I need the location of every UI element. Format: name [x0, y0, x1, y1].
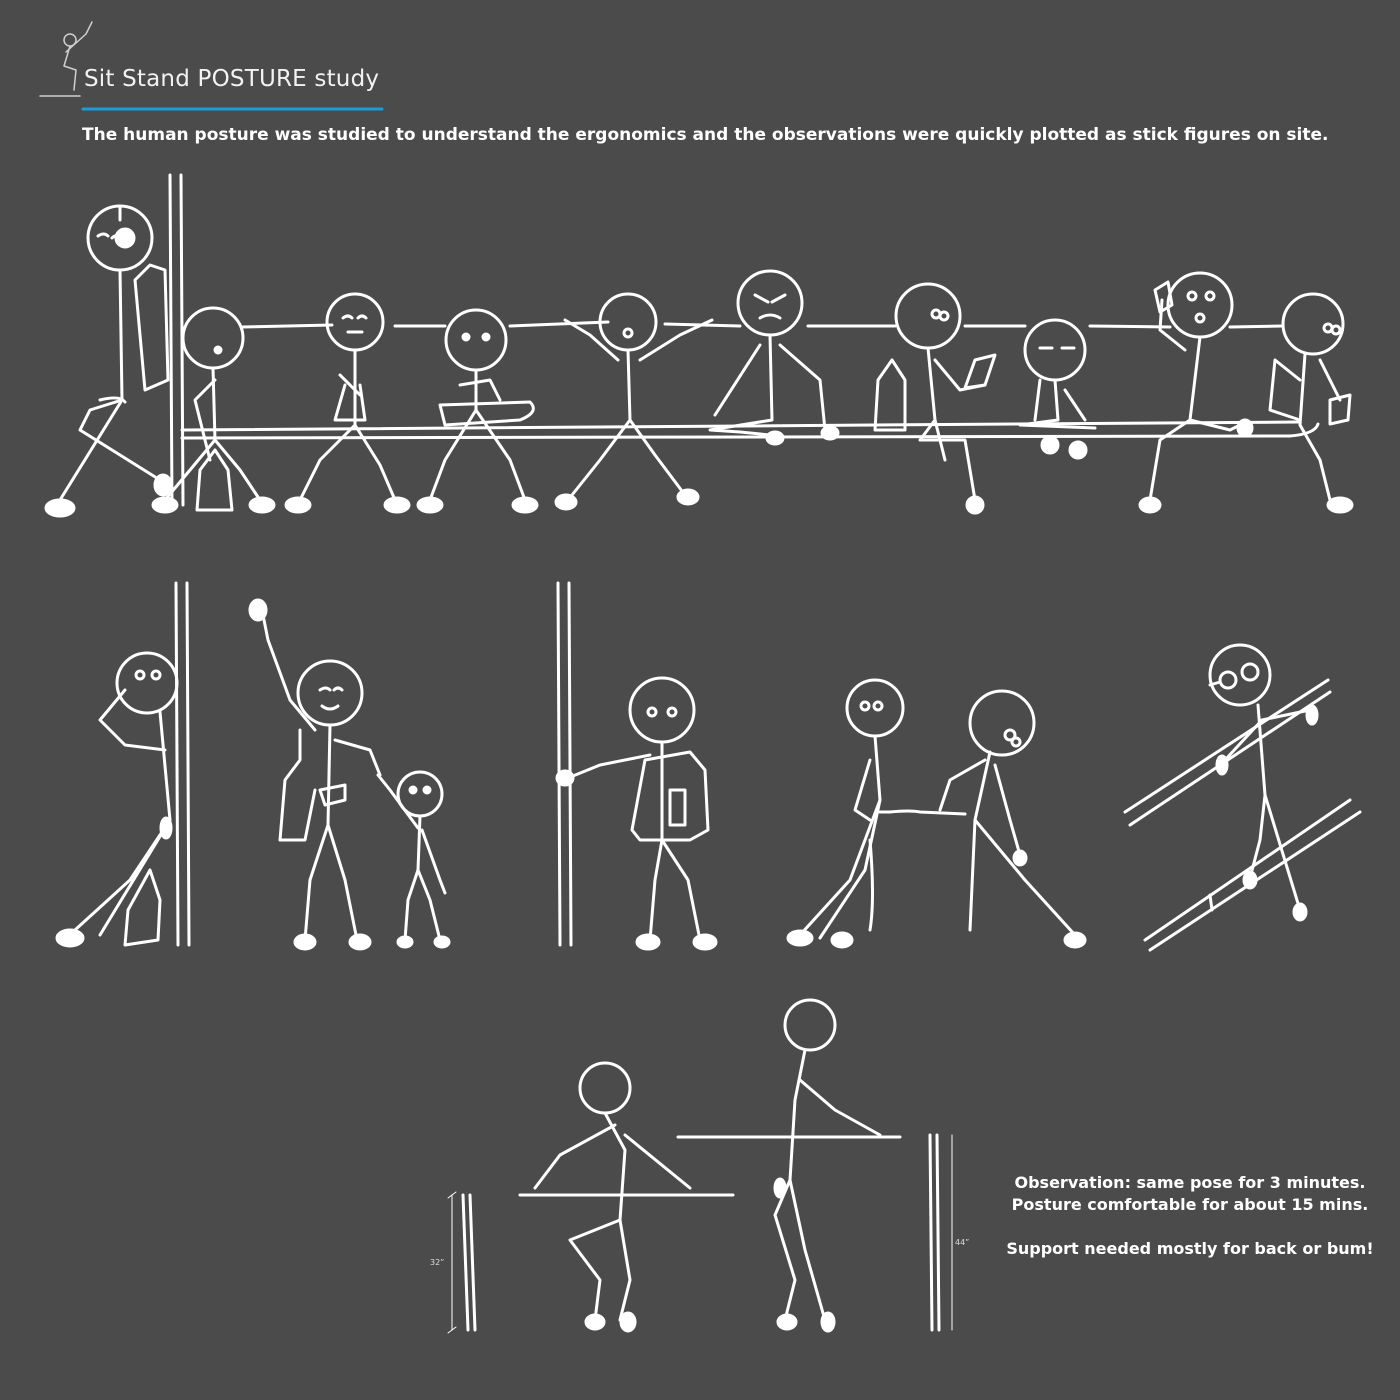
stick-figure-reading	[1270, 294, 1352, 512]
stick-figure-laptop	[418, 310, 537, 512]
notes-spacer	[990, 1216, 1390, 1238]
page-title: Sit Stand POSTURE study	[84, 66, 380, 92]
stick-figure-sunglasses-escalator	[1210, 645, 1317, 920]
page-description: The human posture was studied to understand the ergonomics and the observations were quickly plotted as stick figures on site.	[82, 125, 1329, 145]
stick-figure-stretching	[556, 294, 712, 509]
pole-sketch-middle	[558, 583, 571, 945]
stick-figure-pair-counter	[788, 680, 965, 947]
stick-figure-headphones-leaning	[46, 206, 171, 516]
stick-figure-holding-pole	[557, 678, 716, 949]
observation-line-3: Support needed mostly for back or bum!	[1006, 1239, 1374, 1258]
dimension-label-high: 44”	[955, 1238, 970, 1247]
stick-figure-leaning-forward	[940, 691, 1085, 947]
pole-sketch-left	[176, 583, 189, 945]
escalator-sketch	[1125, 680, 1360, 950]
standing-rail-high	[678, 1135, 952, 1330]
observation-line-1: Observation: same pose for 3 minutes.	[1014, 1173, 1366, 1192]
observation-line-2: Posture comfortable for about 15 mins.	[1011, 1195, 1369, 1214]
stick-figure-parent-waving	[250, 600, 380, 949]
stick-figure-angry	[710, 271, 838, 444]
stick-figure-phone-user	[875, 284, 995, 513]
standing-rail-low	[448, 1192, 733, 1333]
stick-figure-leaning-high-rail	[775, 1000, 880, 1331]
stick-figure-on-call	[1140, 273, 1252, 512]
pole-sketch	[170, 175, 183, 505]
stick-figure-child	[378, 772, 449, 947]
observation-notes	[990, 1172, 1390, 1260]
dimension-label-low: 32”	[430, 1258, 445, 1267]
stick-figure-leaning-pole	[57, 653, 177, 946]
stick-figure-leaning-low-rail	[535, 1063, 690, 1331]
